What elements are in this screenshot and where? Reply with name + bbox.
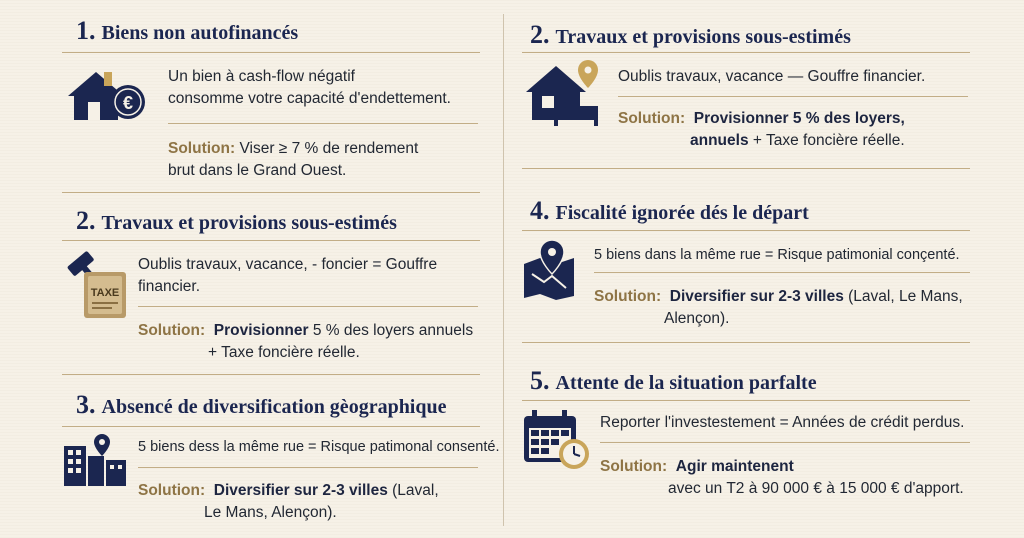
section-2-left-solution-line-2: + Taxe foncière réelle. <box>208 344 360 361</box>
section-1-problem <box>168 66 451 110</box>
section-2-right-problem-line-1: Oublis travaux, vacance — Gouffre financier. <box>618 68 926 85</box>
section-4-solution-line-2: Alençon). <box>664 310 730 327</box>
section-3-solution-label: Solution: <box>138 482 206 499</box>
section-2-left-problem-line-2: financier. <box>138 278 201 295</box>
section-3-problem <box>138 436 500 458</box>
section-1-title <box>76 16 298 46</box>
section-2-left-solution-label: Solution: <box>138 322 206 339</box>
section-2-left-problem-line-1: Oublis travaux, vacance, - foncier = Gouffre <box>138 256 438 273</box>
section-3-title <box>76 390 447 420</box>
section-2-left-number: 2. <box>76 206 96 235</box>
section-4-title <box>530 196 809 226</box>
section-4-problem-line-1: 5 biens dans la même rue = Risque patimonial conçenté. <box>594 247 960 263</box>
section-1-bottom-rule <box>62 192 480 193</box>
section-2-right-number: 2. <box>530 20 550 49</box>
section-5-inner-rule <box>600 442 970 443</box>
section-1-problem-line-2: consomme votre capacité d'endettement. <box>168 90 451 107</box>
section-4-solution-line-1: (Laval, Le Mans, <box>848 288 963 305</box>
section-2-right-title <box>530 20 851 50</box>
section-2-left-bottom-rule <box>62 374 480 375</box>
tax-label: TAXE <box>90 287 120 299</box>
section-2-left-title-text: Travaux et provisions sous-estimés <box>101 212 397 234</box>
hammer-tax-icon <box>62 244 132 322</box>
section-1-rule <box>62 52 480 53</box>
section-3-solution-line-1: (Laval, <box>392 482 439 499</box>
section-2-right-rule <box>522 52 970 53</box>
section-2-right-bottom-rule <box>522 168 970 169</box>
section-2-left-solution-line-1: 5 % des loyers annuels <box>312 322 474 339</box>
section-5-rule <box>522 400 970 401</box>
section-5-problem <box>600 412 964 434</box>
calendar-clock-icon <box>522 408 592 472</box>
buildings-map-pin-icon <box>62 432 128 488</box>
section-3-number: 3. <box>76 390 96 419</box>
section-2-right-solution <box>618 108 905 152</box>
section-2-left-inner-rule <box>138 306 478 307</box>
house-bed-map-pin-icon <box>524 58 608 128</box>
section-2-left-problem <box>138 254 437 298</box>
house-euro-icon <box>66 66 150 124</box>
section-1-solution-label: Solution: <box>168 140 236 157</box>
section-5-solution <box>600 456 964 500</box>
section-2-right-title-text: Travaux et provisions sous-estimés <box>555 26 851 48</box>
section-3-solution-line-2: Le Mans, Alençon). <box>204 504 337 521</box>
section-1-solution-line-2: brut dans le Grand Ouest. <box>168 162 347 179</box>
section-2-left-solution <box>138 320 473 364</box>
section-2-right-solution-line-1: Provisionner 5 % des loyers, <box>693 110 905 127</box>
section-3-title-text: Absencé de diversification gèographique <box>101 396 447 418</box>
section-4-rule <box>522 230 970 231</box>
svg-text:€: € <box>122 93 134 113</box>
section-5-solution-line-2: avec un T2 à 90 000 € à 15 000 € d'apport. <box>668 480 964 497</box>
section-2-right-solution-label: Solution: <box>618 110 686 127</box>
section-5-problem-line-1: Reporter l'investestement = Années de crédit perdus. <box>600 414 965 431</box>
section-2-left-solution-bold: Provisionner <box>213 322 309 339</box>
section-4-number: 4. <box>530 196 550 225</box>
section-4-inner-rule <box>594 272 970 273</box>
section-4-problem <box>594 244 960 266</box>
map-pin-icon <box>522 240 582 300</box>
section-3-problem-line-1: 5 biens dess la même rue = Risque patimonal consenté. <box>138 439 500 455</box>
section-5-solution-label: Solution: <box>600 458 668 475</box>
section-1-title-text: Biens non autofinancés <box>101 22 299 44</box>
column-divider <box>503 14 504 526</box>
section-4-solution-label: Solution: <box>594 288 662 305</box>
section-5-title-text: Attente de la situation parfalte <box>555 372 817 394</box>
section-2-right-solution-bold-2: annuels <box>690 132 749 149</box>
section-3-inner-rule <box>138 467 478 468</box>
section-5-title <box>530 366 817 396</box>
section-3-solution <box>138 480 439 524</box>
section-2-right-problem <box>618 66 925 88</box>
section-1-number: 1. <box>76 16 96 45</box>
section-1-problem-line-1: Un bien à cash-flow négatif <box>168 68 355 85</box>
section-3-rule <box>62 426 480 427</box>
section-2-left-title <box>76 206 397 236</box>
section-2-right-solution-line-2: + Taxe foncière réelle. <box>752 132 905 149</box>
section-2-right-inner-rule <box>618 96 968 97</box>
section-4-solution <box>594 286 963 330</box>
section-2-left-rule <box>62 240 480 241</box>
section-4-title-text: Fiscalité ignorée dés le départ <box>555 202 809 224</box>
section-1-inner-rule <box>168 123 478 124</box>
section-1-solution <box>168 138 418 182</box>
section-4-solution-bold: Diversifier sur 2-3 villes <box>669 288 844 305</box>
section-5-solution-bold: Agir maintenent <box>675 458 794 475</box>
section-3-solution-bold: Diversifier sur 2-3 villes <box>213 482 388 499</box>
section-5-number: 5. <box>530 366 550 395</box>
section-1-solution-line-1: Viser ≥ 7 % de rendement <box>239 140 419 157</box>
section-4-bottom-rule <box>522 342 970 343</box>
